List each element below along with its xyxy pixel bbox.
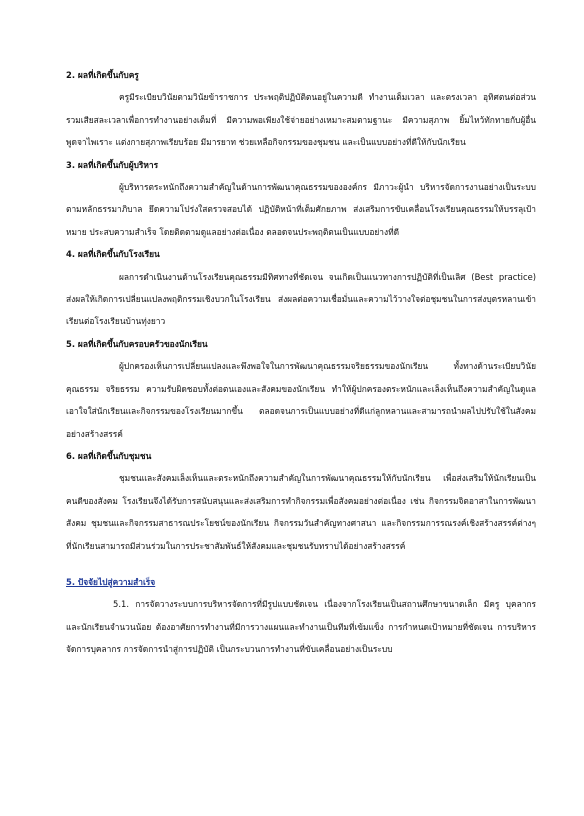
section-heading-school: 4. ผลที่เกิดขึ้นกับโรงเรียน (66, 249, 160, 260)
success-factors-title: 5. ปัจจัยไปสู่ความสำเร็จ (66, 576, 156, 587)
section-body-community: ชุมชนและสังคมเล็งเห็นและตระหนักถึงความสำคัญในการพัฒนาคุณธรรมให้กับนักเรียน เพื่อส่งเสริมให้นักเรียนเป็นคนดีของสังคม โรงเรียนจึงได้รับการสนับสนุนและส่งเสริมการทำกิจกรรมเพื่อสังคมอย่างต่อเนื่อง เช่น กิจกรรมจิตอาสาในการพัฒนาสังคม ชุมชนและกิจกรรมสาธารณประโยชน์ของนักเรียน กิจกรรมวันสำคัญทางศาสนา และกิจกรรมการรณรงค์เชิงสร้างสรรค์ต่างๆ ที่นักเรียนสามารถมีส่วนร่วมในการประชาสัมพันธ์ให้สังคมและชุมชนรับทราบได้อย่างสร้างสรรค์ (66, 473, 536, 551)
document-page (66, 64, 536, 661)
success-factors-body: 5.1. การจัดวางระบบการบริหารจัดการที่มีรูปแบบชัดเจน เนื่องจากโรงเรียนเป็นสถานศึกษาขนาดเล็ก มีครู บุคลากรและนักเรียนจำนวนน้อย ต้องอาศัยการทำงานที่มีการวางแผนและทำงานเป็นทีมที่เข้มแข็ง การกำหนดเป้าหมายที่ชัดเจน การบริหารจัดการบุคลากร การจัดการนำสู่การปฏิบัติ เป็นกระบวนการทำงานที่ขับเคลื่อนอย่างเป็นระบบ (66, 599, 536, 655)
section-heading-families: 5. ผลที่เกิดขึ้นกับครอบครัวของนักเรียน (66, 338, 208, 349)
section-body-families: ผู้ปกครองเห็นการเปลี่ยนแปลงและพึงพอใจในการพัฒนาคุณธรรมจริยธรรมของนักเรียน ทั้งทางด้านระเบียบวินัย คุณธรรม จริยธรรม ความรับผิดชอบทั้งต่อตนเองและสังคมของนักเรียน ทำให้ผู้ปกครองตระหนักและเล็งเห็นถึงความสำคัญในดูแลเอาใจใส่นักเรียนและกิจกรรมของโรงเรียนมากขึ้น ตลอดจนการเป็นแบบอย่างที่ดีแก่ลูกหลานและสามารถนำผลไปปรับใช้ในสังคมอย่างสร้างสรรค์ (66, 361, 536, 439)
section-heading-administrators: 3. ผลที่เกิดขึ้นกับผู้บริหาร (66, 159, 159, 170)
section-body-administrators: ผู้บริหารตระหนักถึงความสำคัญในด้านการพัฒนาคุณธรรมขององค์กร มีภาวะผู้นำ บริหารจัดการงานอย่างเป็นระบบตามหลักธรรมาภิบาล ยึดความโปร่งใสตรวจสอบได้ ปฏิบัติหน้าที่เต็มศักยภาพ ส่งเสริมการขับเคลื่อนโรงเรียนคุณธรรมให้บรรลุเป้าหมาย ประสบความสำเร็จ โดยติดตามดูแลอย่างต่อเนื่อง ตลอดจนประพฤติตนเป็นแบบอย่างที่ดี (66, 182, 536, 237)
section-heading-community: 6. ผลที่เกิดขึ้นกับชุมชน (66, 450, 152, 461)
section-body-teachers: ครูมีระเบียบวินัยตามวินัยข้าราชการ ประพฤติปฏิบัติตนอยู่ในความดี ทำงานเต็มเวลา และตรงเวลา อุทิศตนต่อส่วนรวมเสียสละเวลาเพื่อการทำงานอย่างเต็มที่ มีความพอเพียงใช้จ่ายอย่างเหมาะสมตามฐานะ มีความสุภาพ ยิ้มไหว้ทักทายกับผู้อื่น พูดจาไพเราะ แต่งกายสุภาพเรียบร้อย มีมารยาท ช่วยเหลือกิจกรรมของชุมชน และเป็นแบบอย่างที่ดีให้กับนักเรียน (66, 92, 536, 148)
section-body-school: ผลการดำเนินงานด้านโรงเรียนคุณธรรมมีทิศทางที่ชัดเจน จนเกิดเป็นแนวทางการปฏิบัติที่เป็นเลิศ (Best practice) ส่งผลให้เกิดการเปลี่ยนแปลงพฤติกรรมเชิงบวกในโรงเรียน ส่งผลต่อความเชื่อมั่นและความไว้วางใจต่อชุมชนในการส่งบุตรหลานเข้าเรียนต่อโรงเรียนบ้านทุ่งยาว (66, 271, 536, 327)
section-heading-teachers: 2. ผลที่เกิดขึ้นกับครู (66, 70, 139, 80)
